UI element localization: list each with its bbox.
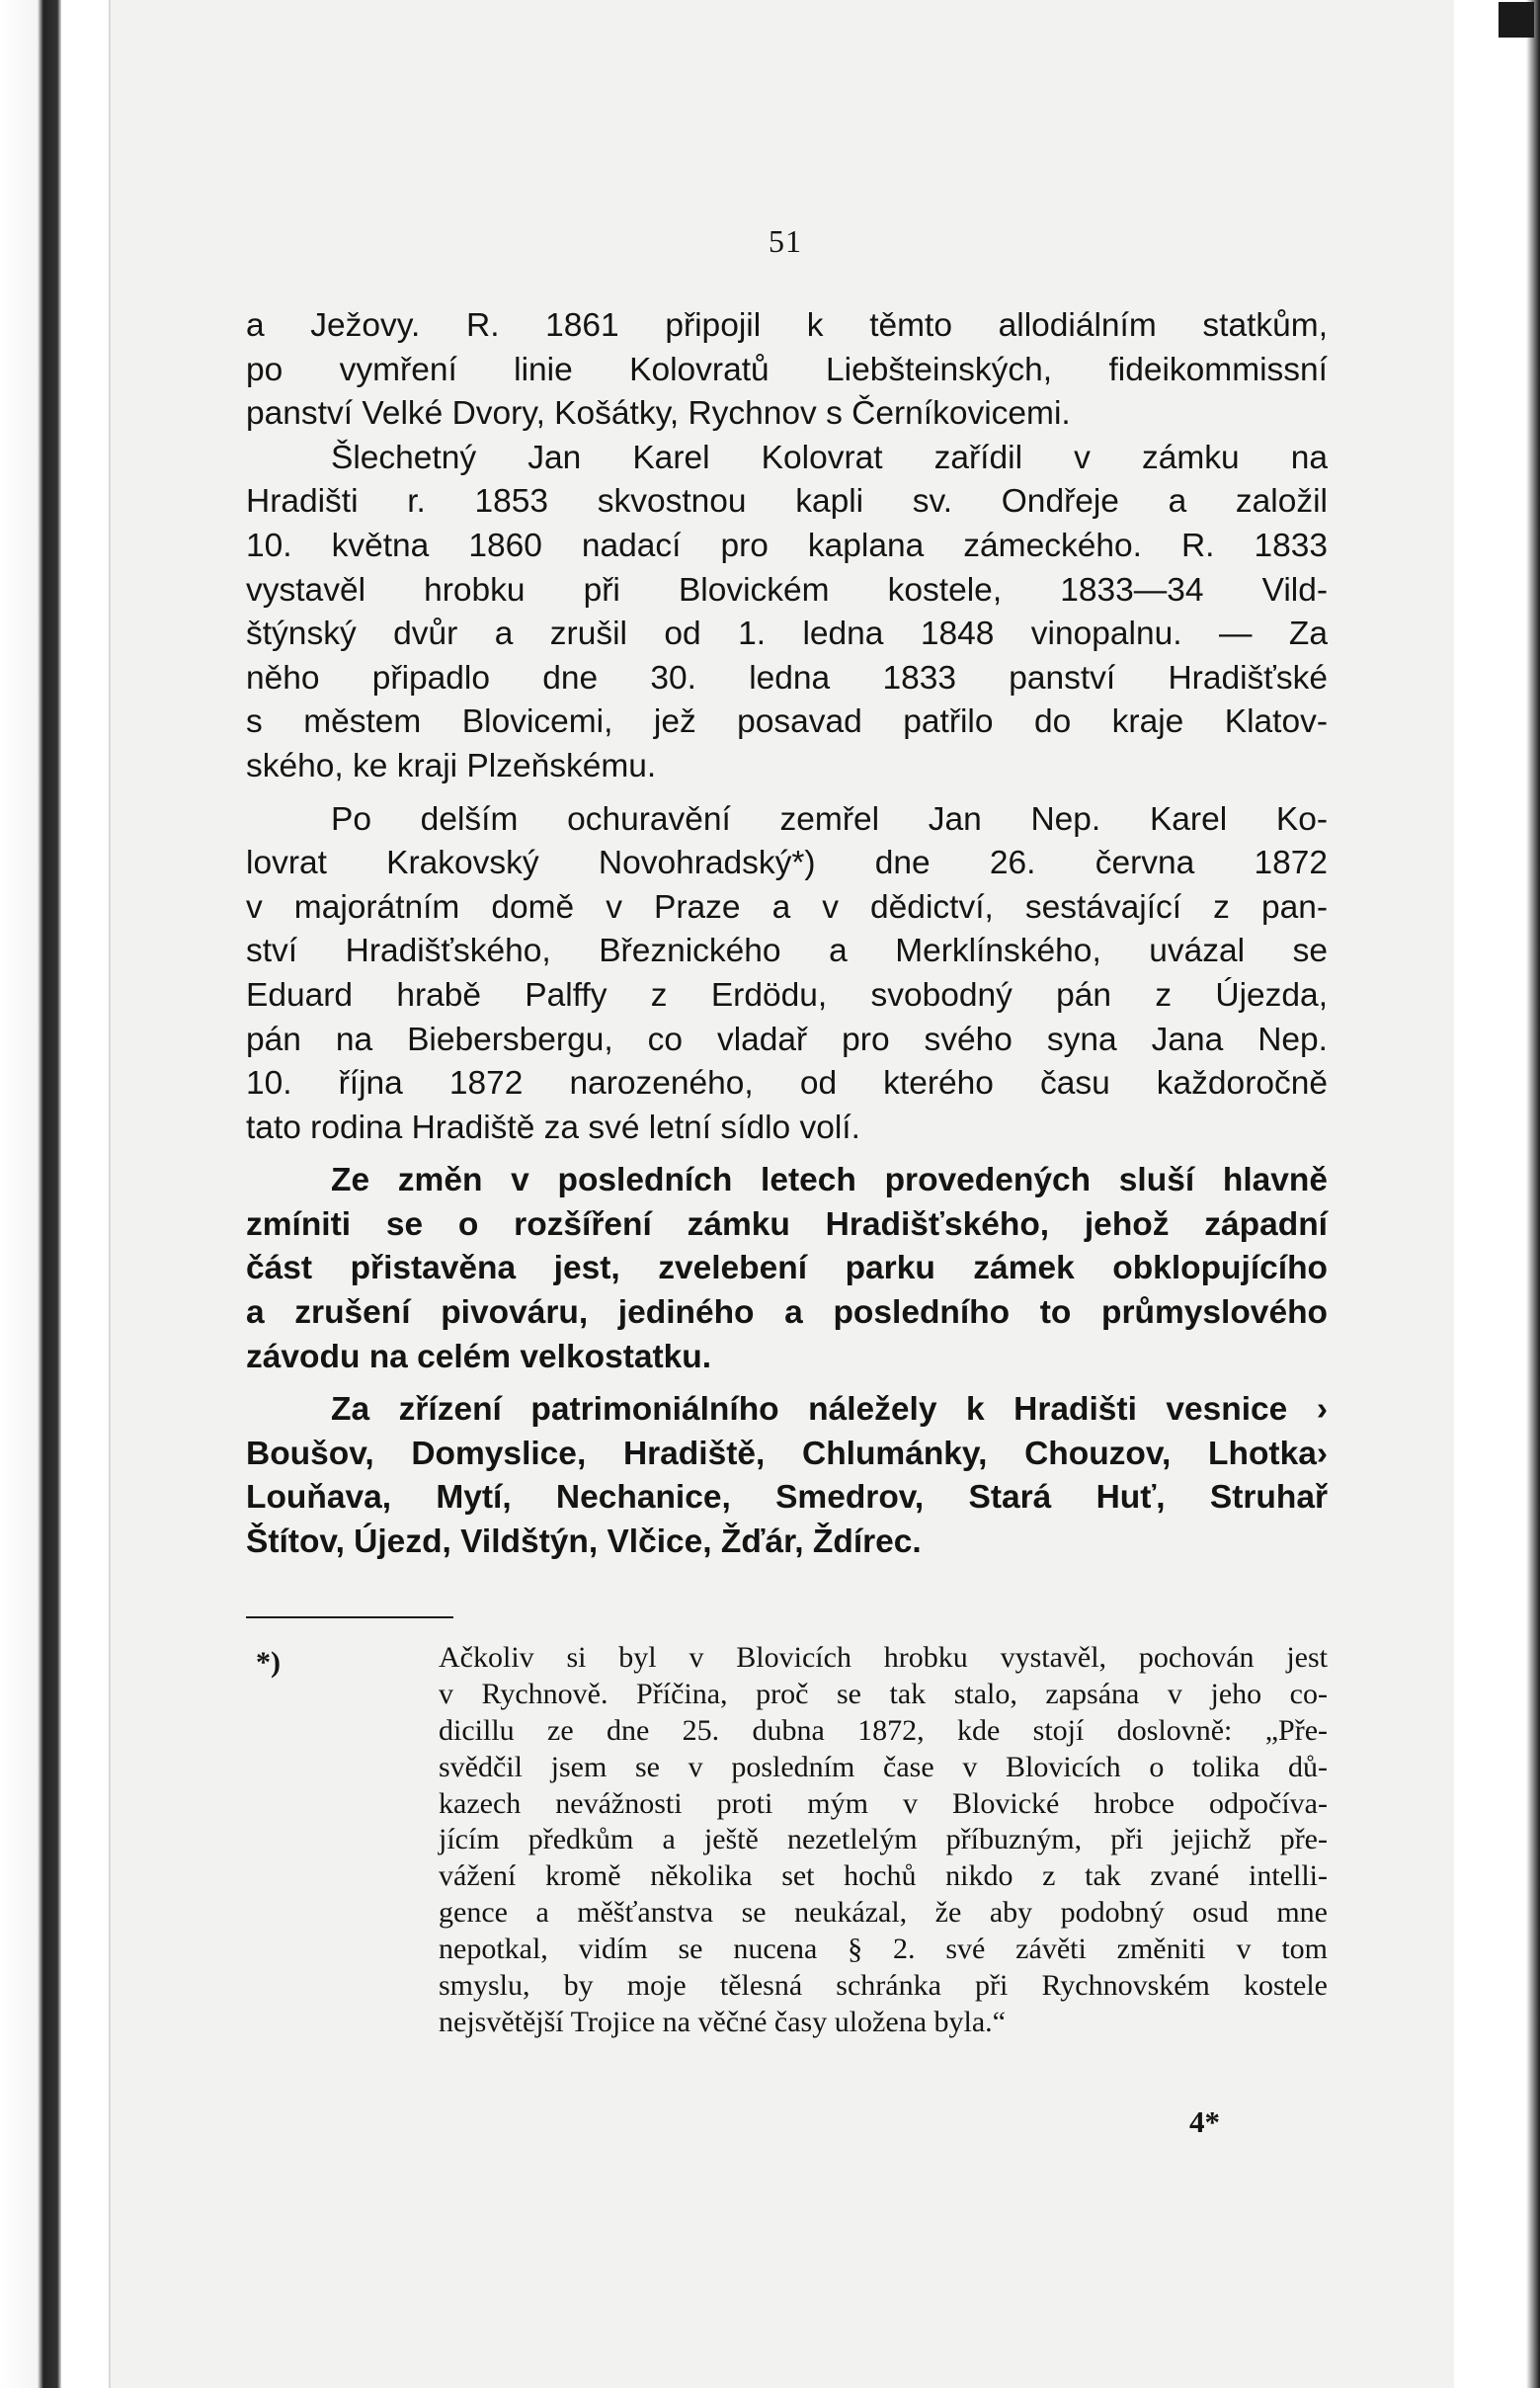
- text-line: a zrušení pivováru, jediného a posledního to průmyslového: [246, 1294, 1328, 1332]
- text-line: závodu na celém velkostatku.: [246, 1338, 712, 1375]
- page-number: 51: [769, 223, 802, 259]
- main-text: [246, 304, 1328, 1565]
- text-line: Boušov, Domyslice, Hradiště, Chlumánky, Chouzov, Lhotka›: [246, 1435, 1328, 1472]
- footnote-line: svědčil jsem se v posledním čase v Blovicích o tolika dů-: [439, 1750, 1328, 1783]
- text-line: Po delším ochuravění zemřel Jan Nep. Karel Ko-: [331, 800, 1328, 838]
- footnote-line: kazech nevážnosti proti mým v Blovické hrobce odpočíva-: [439, 1786, 1328, 1820]
- text-line: vystavěl hrobku při Blovickém kostele, 1833—34 Vild-: [246, 571, 1328, 609]
- footnote-line: dicillu ze dne 25. dubna 1872, kde stojí doslovně: „Pře-: [439, 1713, 1328, 1747]
- footnote-line: vážení kromě několika set hochů nikdo z tak zvané intelli-: [439, 1859, 1328, 1893]
- scan-corner-mark: [1499, 2, 1534, 38]
- text-line: ství Hradišťského, Březnického a Merklínského, uvázal se: [246, 933, 1328, 970]
- text-line: panství Velké Dvory, Košátky, Rychnov s Černíkovicemi.: [246, 395, 1071, 433]
- footnote-line: nejsvětější Trojice na věčné časy uložena byla.“: [439, 2005, 1006, 2038]
- text-line: Šlechetný Jan Karel Kolovrat zařídil v zámku na: [331, 439, 1328, 476]
- text-line: Štítov, Újezd, Vildštýn, Vlčice, Žďár, Ždírec.: [246, 1523, 922, 1561]
- text-line: Za zřízení patrimoniálního náležely k Hradišti vesnice ›: [331, 1391, 1328, 1429]
- paragraph-1: [246, 304, 1328, 437]
- footnote-separator: [246, 1616, 453, 1618]
- scan-right-edge: [1526, 0, 1540, 2388]
- text-line: po vymření linie Kolovratů Liebšteinských, fideikommissní: [246, 351, 1328, 388]
- paragraph-5: [246, 1388, 1328, 1564]
- text-line: 10. května 1860 nadací pro kaplana zámeckého. R. 1833: [246, 527, 1328, 564]
- text-line: Eduard hrabě Palffy z Erdödu, svobodný pán z Újezda,: [246, 976, 1328, 1014]
- footnote-line: jícím předkům a ještě nezetlelým příbuzným, při jejichž pře-: [439, 1823, 1328, 1856]
- text-line: něho připadlo dne 30. ledna 1833 panství Hradišťské: [246, 659, 1328, 697]
- book-page: [109, 0, 1454, 2388]
- text-line: lovrat Krakovský Novohradský*) dne 26. června 1872: [246, 845, 1328, 882]
- footnote-line: smyslu, by moje tělesná schránka při Rychnovském kostele: [439, 1969, 1328, 2003]
- text-line: 10. října 1872 narozeného, od kterého času každoročně: [246, 1065, 1328, 1103]
- footnote-marker: *): [256, 1646, 281, 1679]
- text-line: v majorátním domě v Praze a v dědictví, sestávající z pan-: [246, 888, 1328, 926]
- text-line: část přistavěna jest, zvelebení parku zámek obklopujícího: [246, 1250, 1328, 1287]
- footnote-line: Ačkoliv si byl v Blovicích hrobku vystavěl, pochován jest: [439, 1641, 1328, 1674]
- paragraph-4: [246, 1159, 1328, 1379]
- text-line: Hradišti r. 1853 skvostnou kapli sv. Ondřeje a založil: [246, 483, 1328, 521]
- text-line: tato rodina Hradiště za své letní sídlo volí.: [246, 1109, 860, 1146]
- paragraph-2: [246, 437, 1328, 789]
- text-line: pán na Biebersbergu, co vladař pro svého syna Jana Nep.: [246, 1021, 1328, 1058]
- text-line: zmíniti se o rozšíření zámku Hradišťského, jehož západní: [246, 1205, 1328, 1243]
- text-line: a Ježovy. R. 1861 připojil k těmto allodiálním statkům,: [246, 307, 1328, 344]
- text-line: s městem Blovicemi, jež posavad patřilo do kraje Klatov-: [246, 703, 1328, 741]
- footnote-line: nepotkal, vidím se nucena § 2. své závěti změniti v tom: [439, 1933, 1328, 1966]
- footnote-line: v Rychnově. Příčina, proč se tak stalo, zapsána v jeho co-: [439, 1677, 1328, 1710]
- paragraph-3: [246, 798, 1328, 1151]
- text-line: Louňava, Mytí, Nechanice, Smedrov, Stará Huť, Struhař: [246, 1479, 1328, 1517]
- book-binding-edge: [0, 0, 61, 2388]
- footnote: [246, 1640, 1328, 2041]
- text-line: štýnský dvůr a zrušil od 1. ledna 1848 vinopalnu. — Za: [246, 616, 1328, 653]
- footnote-line: gence a měšťanstva se neukázal, že aby podobný osud mne: [439, 1896, 1328, 1930]
- text-line: Ze změn v posledních letech provedených sluší hlavně: [331, 1162, 1328, 1199]
- printer-signature-mark: 4*: [1189, 2104, 1220, 2139]
- text-line: ského, ke kraji Plzeňskému.: [246, 747, 657, 784]
